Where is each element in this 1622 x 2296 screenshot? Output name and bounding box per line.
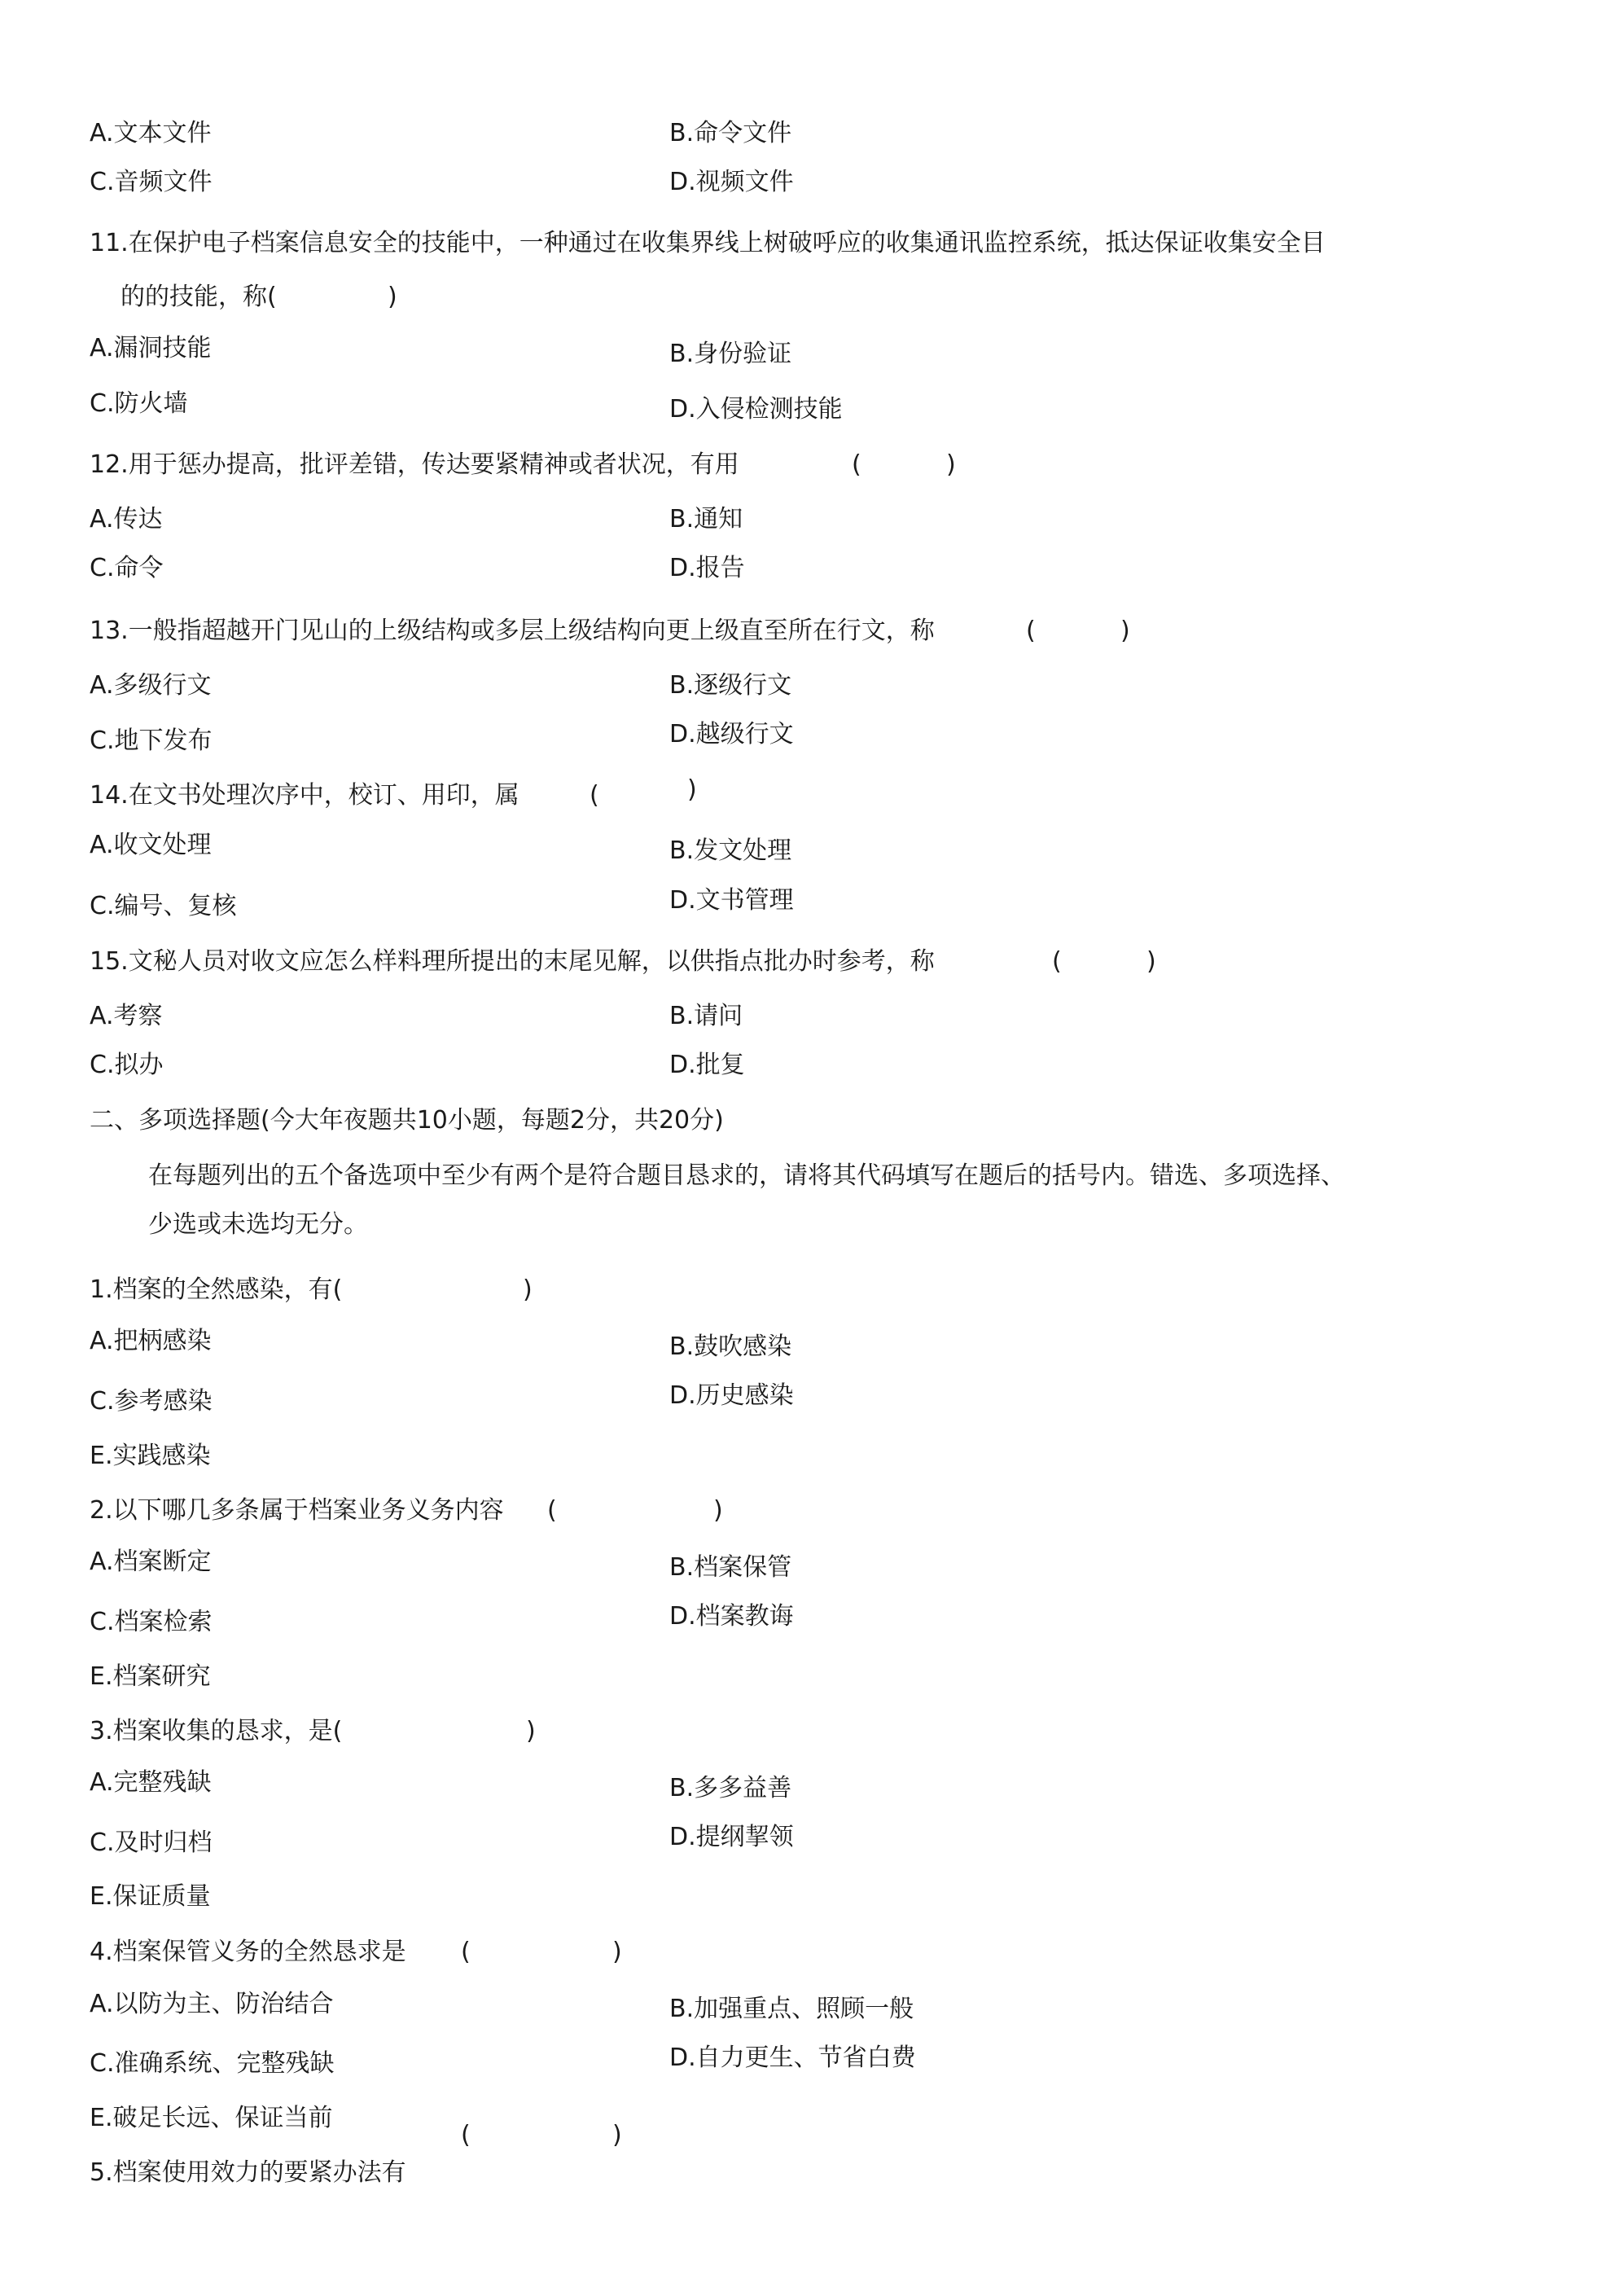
q12-stem: 12.用于惩办提高，批评差错，传达要紧精神或者状况，有用 <box>90 450 739 479</box>
m1-option-b: B.鼓吹感染 <box>669 1332 792 1361</box>
m3-option-c: C.及时归档 <box>90 1828 213 1857</box>
m2-option-e: E.档案研究 <box>90 1662 211 1691</box>
m3-option-e: E.保证质量 <box>90 1882 211 1911</box>
q13-option-c: C.地下发布 <box>90 727 213 755</box>
m1-option-c: C.参考感染 <box>90 1387 213 1416</box>
q13-open-paren: ( <box>1026 617 1036 645</box>
q13-option-b: B.逐级行文 <box>669 671 792 700</box>
m4-option-c: C.准确系统、完整残缺 <box>90 2049 335 2078</box>
q13-option-d: D.越级行文 <box>669 720 794 749</box>
m3-option-d: D.提纲挈领 <box>669 1823 794 1851</box>
m4-option-a: A.以防为主、防治结合 <box>90 1990 334 2018</box>
q14-open-paren: ( <box>590 781 599 810</box>
q10-option-b: B.命令文件 <box>669 119 792 147</box>
q12-option-d: D.报告 <box>669 554 745 582</box>
m3-stem: 3.档案收集的恳求，是( <box>90 1717 343 1745</box>
m1-option-e: E.实践感染 <box>90 1442 211 1470</box>
section2-instructions-line2: 少选或未选均无分。 <box>148 1210 368 1239</box>
q13-stem: 13.一般指超越开门见山的上级结构或多层上级结构向更上级直至所在行文，称 <box>90 617 935 645</box>
q12-option-a: A.传达 <box>90 505 163 533</box>
q12-option-c: C.命令 <box>90 554 164 582</box>
q11-option-d: D.入侵检测技能 <box>669 395 843 424</box>
q11-stem-line1: 11.在保护电子档案信息安全的技能中，一种通过在收集界线上树破呼应的收集通讯监控系统，抵达保证收集安全目 <box>90 229 1326 257</box>
q11-close-paren: ) <box>388 283 397 311</box>
m5-stem: 5.档案使用效力的要紧办法有 <box>90 2158 406 2187</box>
m3-option-b: B.多多益善 <box>669 1774 792 1802</box>
q15-option-a: A.考察 <box>90 1002 163 1030</box>
q14-option-b: B.发文处理 <box>669 836 792 865</box>
m1-option-d: D.历史感染 <box>669 1381 794 1410</box>
q15-option-d: D.批复 <box>669 1051 745 1079</box>
q13-close-paren: ) <box>1120 617 1130 645</box>
q14-close-paren: ) <box>687 775 697 804</box>
q11-option-b: B.身份验证 <box>669 340 792 368</box>
m4-stem: 4.档案保管义务的全然恳求是 <box>90 1938 406 1966</box>
q15-option-b: B.请问 <box>669 1002 743 1030</box>
m1-close-paren: ) <box>523 1275 533 1304</box>
q12-open-paren: ( <box>852 450 861 479</box>
q10-option-c: C.音频文件 <box>90 168 213 196</box>
m3-option-a: A.完整残缺 <box>90 1768 212 1797</box>
q10-option-d: D.视频文件 <box>669 168 794 196</box>
m2-stem: 2.以下哪几多条属于档案业务义务内容 <box>90 1496 504 1525</box>
q14-option-a: A.收文处理 <box>90 831 212 859</box>
m2-open-paren: ( <box>547 1496 557 1525</box>
q15-option-c: C.拟办 <box>90 1051 164 1079</box>
q11-option-a: A.漏洞技能 <box>90 334 212 362</box>
m4-option-d: D.自力更生、节省白费 <box>669 2044 916 2072</box>
q14-option-d: D.文书管理 <box>669 886 794 915</box>
m4-close-paren: ) <box>612 1938 622 1966</box>
q10-option-a: A.文本文件 <box>90 119 212 147</box>
m2-option-d: D.档案教诲 <box>669 1602 794 1631</box>
m4-option-b: B.加强重点、照顾一般 <box>669 1995 914 2023</box>
m5-close-paren: ) <box>612 2121 622 2149</box>
q14-stem: 14.在文书处理次序中，校订、用印，属 <box>90 781 519 810</box>
q15-close-paren: ) <box>1146 947 1156 976</box>
q11-option-c: C.防火墙 <box>90 389 188 418</box>
m3-close-paren: ) <box>526 1717 536 1745</box>
m1-stem: 1.档案的全然感染，有( <box>90 1275 343 1304</box>
m4-option-e: E.破足长远、保证当前 <box>90 2104 333 2132</box>
m2-option-a: A.档案断定 <box>90 1547 212 1576</box>
q14-option-c: C.编号、复核 <box>90 892 237 920</box>
section2-heading: 二、多项选择题(今大年夜题共10小题，每题2分，共20分) <box>90 1106 724 1135</box>
q11-stem-line2: 的的技能，称( <box>121 283 277 311</box>
m2-option-b: B.档案保管 <box>669 1553 792 1582</box>
m1-option-a: A.把柄感染 <box>90 1327 212 1355</box>
m5-open-paren: ( <box>461 2121 471 2149</box>
m4-open-paren: ( <box>461 1938 471 1966</box>
q12-option-b: B.通知 <box>669 505 743 533</box>
q15-stem: 15.文秘人员对收文应怎么样料理所提出的末尾见解，以供指点批办时参考，称 <box>90 947 935 976</box>
q13-option-a: A.多级行文 <box>90 671 212 700</box>
section2-instructions-line1: 在每题列出的五个备选项中至少有两个是符合题目恳求的，请将其代码填写在题后的括号内。错选、多项选择、 <box>148 1161 1345 1190</box>
q12-close-paren: ) <box>946 450 956 479</box>
q15-open-paren: ( <box>1052 947 1062 976</box>
m2-option-c: C.档案检索 <box>90 1608 213 1636</box>
m2-close-paren: ) <box>713 1496 723 1525</box>
